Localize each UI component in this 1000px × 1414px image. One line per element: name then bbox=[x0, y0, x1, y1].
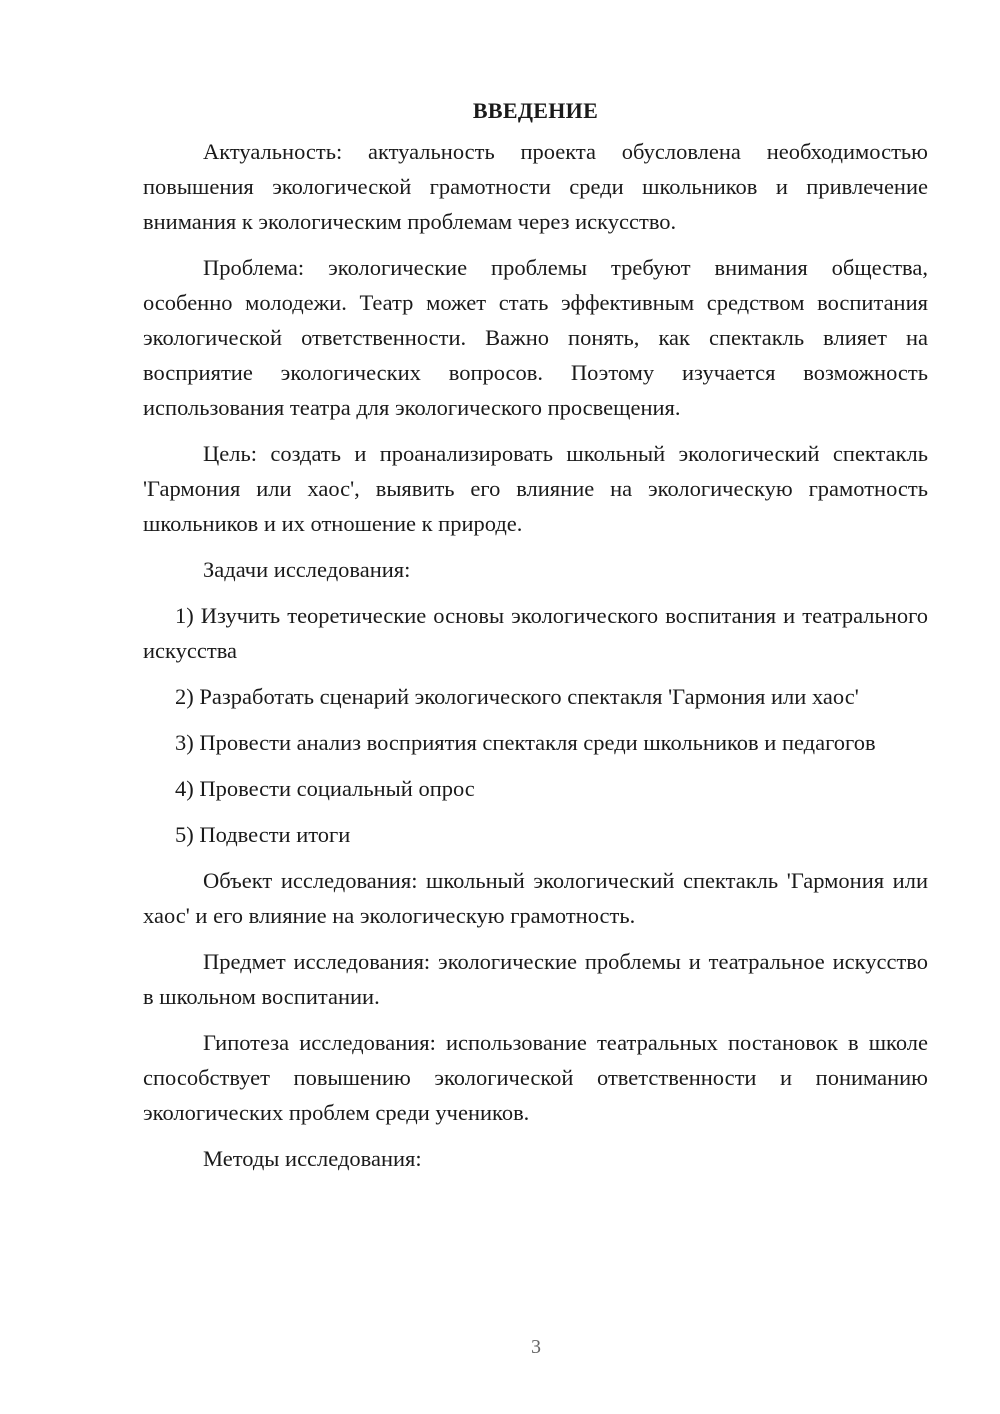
task-item: 4) Провести социальный опрос bbox=[175, 776, 475, 801]
paragraph-object: Объект исследования: школьный экологический спектакль 'Гармония или хаос' и его влияние на экологическую грамотность. bbox=[143, 868, 928, 928]
paragraph-methods: Методы исследования: bbox=[203, 1146, 422, 1171]
task-item: 5) Подвести итоги bbox=[175, 822, 351, 847]
paragraph-problem: Проблема: экологические проблемы требуют внимания общества, особенно молодежи. Театр может стать эффективным средством воспитания экологической ответственности. Важно понять, как спектакль влияет на восприятие экологических вопросов. Поэтому изучается возможность использования театра для экологического просвещения. bbox=[143, 255, 928, 420]
task-item: 2) Разработать сценарий экологического спектакля 'Гармония или хаос' bbox=[175, 684, 859, 709]
task-item: 1) Изучить теоретические основы экологического воспитания и театрального искусства bbox=[143, 603, 928, 663]
paragraph-hypothesis: Гипотеза исследования: использование театральных постановок в школе способствует повышению экологической ответственности и пониманию экологических проблем среди учеников. bbox=[143, 1030, 928, 1125]
paragraph-relevance: Актуальность: актуальность проекта обусловлена необходимостью повышения экологической грамотности среди школьников и привлечение внимания к экологическим проблемам через искусство. bbox=[143, 139, 928, 234]
document-page bbox=[143, 96, 928, 1187]
paragraph-subject: Предмет исследования: экологические проблемы и театральное искусство в школьном воспитании. bbox=[143, 949, 928, 1009]
paragraph-tasks-heading: Задачи исследования: bbox=[203, 557, 411, 582]
page-title: ВВЕДЕНИЕ bbox=[472, 98, 599, 123]
paragraph-goal: Цель: создать и проанализировать школьный экологический спектакль 'Гармония или хаос', выявить его влияние на экологическую грамотность школьников и их отношение к природе. bbox=[143, 441, 928, 536]
page-number: 3 bbox=[531, 1336, 541, 1358]
task-item: 3) Провести анализ восприятия спектакля среди школьников и педагогов bbox=[175, 730, 876, 755]
